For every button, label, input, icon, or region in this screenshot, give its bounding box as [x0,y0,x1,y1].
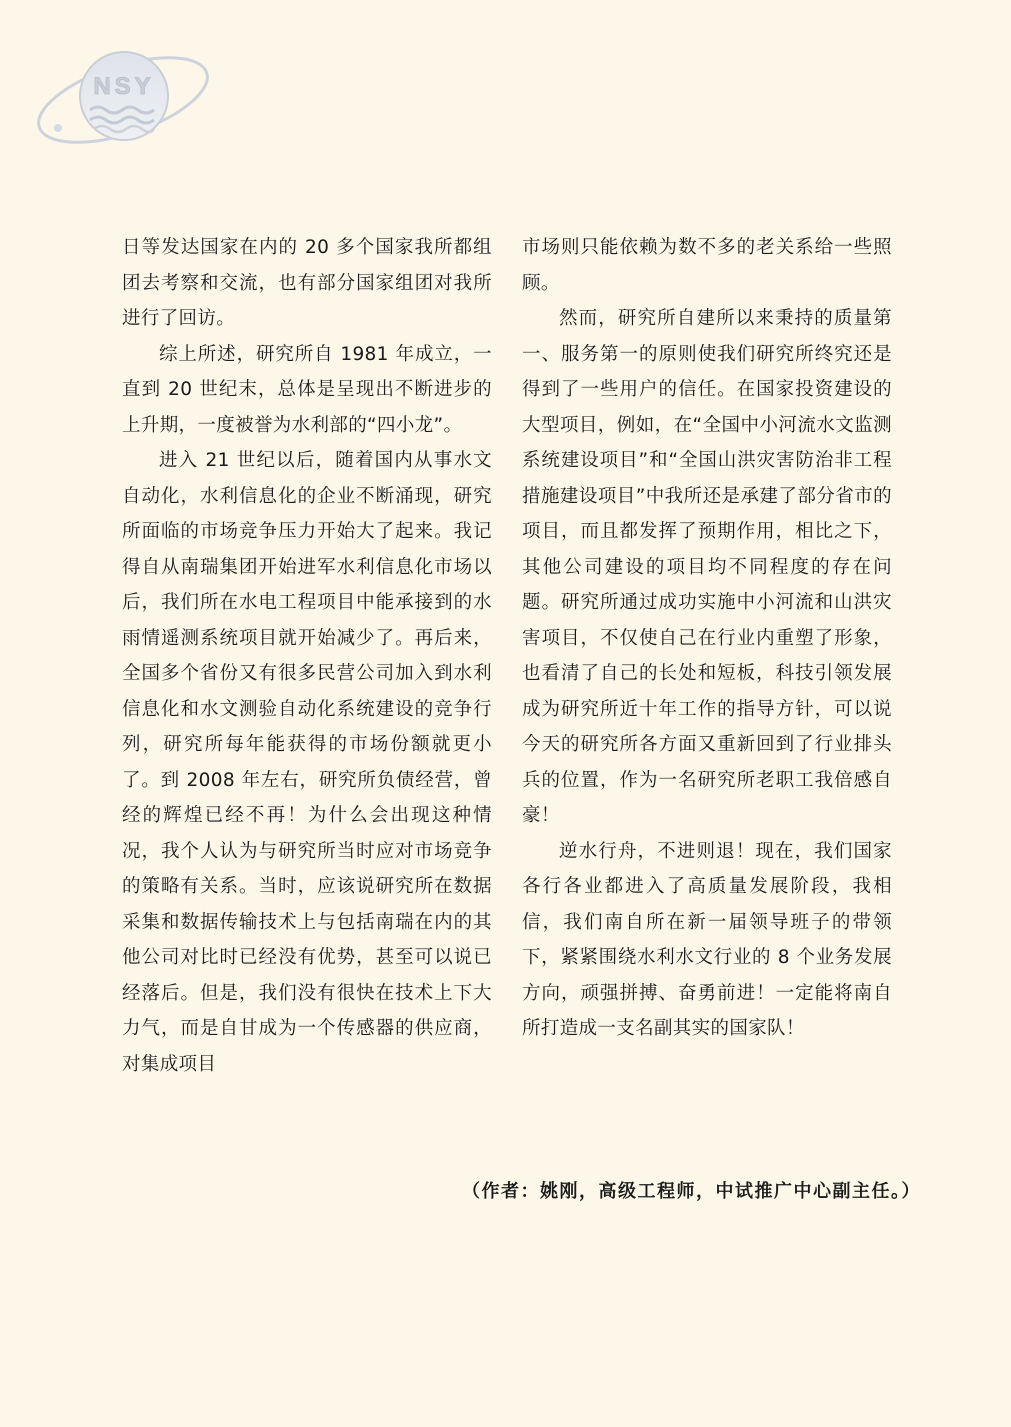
paragraph: 市场则只能依赖为数不多的老关系给一些照顾。 [522,237,892,294]
paragraph: 日等发达国家在内的 20 多个国家我所都组团去考察和交流，也有部分国家组团对我所进行了回访。 [122,237,492,329]
paragraph: 进入 21 世纪以后，随着国内从事水文自动化，水利信息化的企业不断涌现，研究所面临的市场竞争压力开始大了起来。我记得自从南瑞集团开始进军水利信息化市场以后，我们所在水电工程项目中能承接到的水雨情遥测系统项目就开始减少了。再后来，全国多个省份又有很多民营公司加入到水利信息化和水文测验自动化系统建设的竞争行列，研究所每年能获得的市场份额就更小了。到 2008 年左右，研究所负债经营，曾经的辉煌已经不再！为什么会出现这种情况，我个人认为与研究所当时应对市场竞争的策略有关系。当时，应该说研究所在数据采集和数据传输技术上与包括南瑞在内的其他公司对比时已经没有优势，甚至可以说已经落后。但是，我们没有很快在技术上下大力气，而是自甘成为一个传感器的供应商，对集成项目 [122,450,492,1075]
paragraph: 逆水行舟，不进则退！现在，我们国家各行各业都进入了高质量发展阶段，我相信，我们南自所在新一届领导班子的带领下，紧紧围绕水利水文行业的 8 个业务发展方向，顽强拼搏、奋勇前进！一定能将南自所打造成一支名副其实的国家队！ [522,840,892,1039]
author-byline: （作者：姚刚，高级工程师，中试推广中心副主任。） [462,1181,921,1202]
paragraph: 综上所述，研究所自 1981 年成立，一直到 20 世纪末，总体是呈现出不断进步的上升期，一度被誉为水利部的“四小龙”。 [122,343,492,436]
paragraph: 然而，研究所自建所以来秉持的质量第一、服务第一的原则使我们研究所终究还是得到了一些用户的信任。在国家投资建设的大型项目，例如，在“全国中小河流水文监测系统建设项目”和“全国山洪灾害防治非工程措施建设项目”中我所还是承建了部分省市的项目，而且都发挥了预期作用，相比之下，其他公司建设的项目均不同程度的存在问题。研究所通过成功实施中小河流和山洪灾害项目，不仅使自己在行业内重塑了形象，也看清了自己的长处和短板，科技引领发展成为研究所近十年工作的指导方针，可以说今天的研究所各方面又重新回到了行业排头兵的位置，作为一名研究所老职工我倍感自豪！ [522,308,892,826]
right-column [522,230,892,1047]
nsy-logo-icon [28,28,218,158]
logo-text: NSY [93,73,155,100]
left-column [122,230,492,1082]
